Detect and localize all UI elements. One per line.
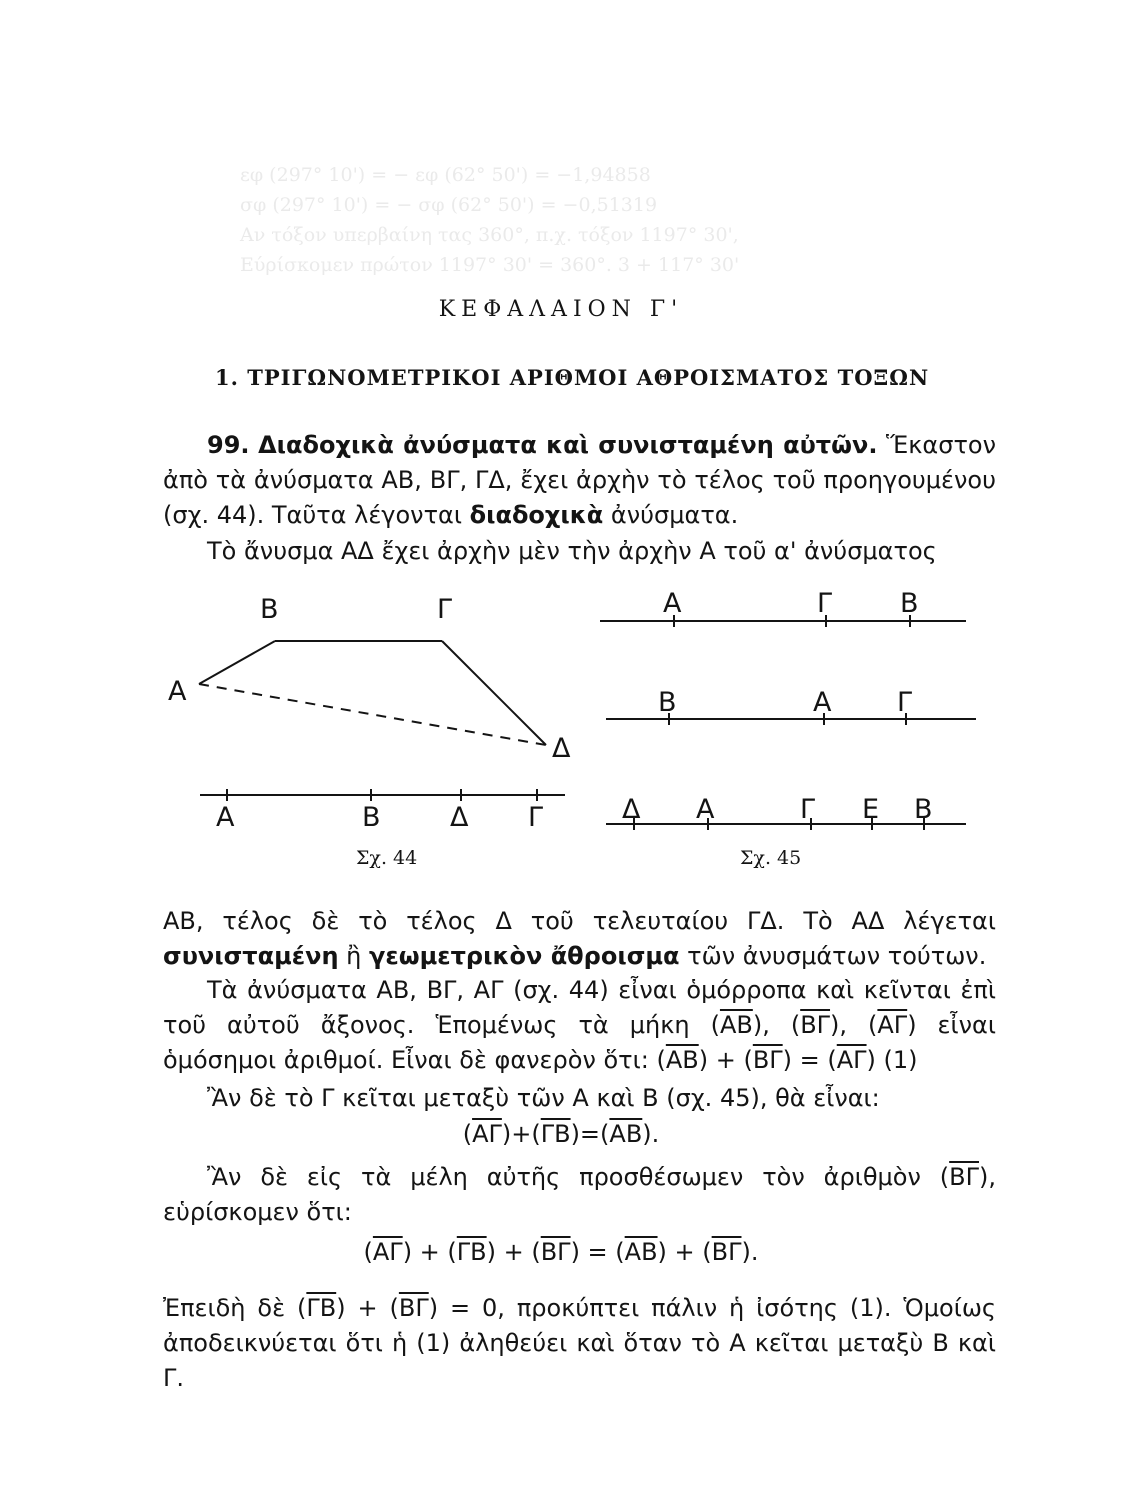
term-resultant: συνισταμένη <box>163 942 339 970</box>
row3-label-d: Δ <box>622 794 641 825</box>
text: Ἕκαστον ἀπὸ τὰ ἀνύσματα ΑΒ, ΒΓ, ΓΔ, ἔχει ἀρχὴν τὸ τέλος τοῦ προηγουμένου (σχ. 44). Ταῦτα λέγονται <box>163 431 996 529</box>
row2-label-b: Β <box>658 687 677 718</box>
paragraph-collinear: Τὰ ἀνύσματα ΑΒ, ΒΓ, ΑΓ (σχ. 44) εἶναι ὁμόρροπα καὶ κεῖνται ἐπὶ τοῦ αὐτοῦ ἄξονος. Ἑπομένως τὰ μήκη $(\overline{AB})$, $(\overline{B\Gamma})$, $(\overline{A\Gamma})$ εἶναι ὁμόσημοι ἀριθμοί. Εἶναι δὲ φανερὸν ὅτι: $(\overline{AB}) + (\overline{B\Gamma}) = (\overline{A\Gamma})$ (1) <box>163 976 996 1074</box>
ghost-line: Αν τόξον υπερβαίνη τας 360°, π.χ. τόξον 1197° 30', <box>240 224 739 246</box>
ghost-line: σφ (297° 10') = − σφ (62° 50') = −0,51319 <box>240 194 658 216</box>
paragraph-resultant: Τὸ ἄνυσμα ΑΔ ἔχει ἀρχὴν μὲν τὴν ἀρχὴν Α τοῦ α' ἀνύσματος <box>207 537 937 565</box>
caption-44: Σχ. 44 <box>356 847 418 869</box>
axis-label-d: Δ <box>450 802 469 833</box>
paragraph-g-between: Ἂν δὲ τὸ Γ κεῖται μεταξὺ τῶν Α καὶ Β (σχ. 45), θὰ εἶναι: <box>207 1084 880 1112</box>
term-geometric-sum: γεωμετρικὸν ἄθροισμα <box>369 942 680 970</box>
row2-label-g: Γ <box>897 687 913 718</box>
row1-label-g: Γ <box>817 588 833 619</box>
text: ἀνύσματα. <box>603 501 739 529</box>
label-d: Δ <box>552 733 571 764</box>
row3-label-b: Β <box>914 794 933 825</box>
figure-45 <box>600 588 976 869</box>
ghost-line: εφ (297° 10') = − εφ (62° 50') = −1,94858 <box>240 164 651 186</box>
vector-gd <box>442 641 546 745</box>
section-number: 99. <box>207 431 250 459</box>
paragraph-conclusion: Ἐπειδὴ δὲ $(\overline{\Gamma B}) + (\overline{B\Gamma}) = 0$, προκύπτει πάλιν ἡ ἰσότης (1). Ὁμοίως ἀποδεικνύεται ὅτι ἡ (1) ἀληθεύει καὶ ὅταν τὸ Α κεῖται μεταξὺ Β καὶ Γ. <box>163 1294 997 1392</box>
axis-label-b: Β <box>362 802 381 833</box>
section-heading: Διαδοχικὰ ἀνύσματα καὶ συνισταμένη αὐτῶν. <box>258 431 878 459</box>
paragraph-add: Ἂν δὲ εἰς τὰ μέλη αὐτῆς προσθέσωμεν τὸν ἀριθμὸν $(\overline{B\Gamma})$, εὑρίσκομεν ὅτι: <box>163 1163 996 1226</box>
term-sequential: διαδοχικὰ <box>469 501 604 529</box>
paragraph-resultant-cont: ΑΒ, τέλος δὲ τὸ τέλος Δ τοῦ τελευταίου ΓΔ. Τὸ ΑΔ λέγεται συνισταμένη ἢ γεωμετρικὸν ἄθροισμα τῶν ἀνυσμάτων τούτων. <box>163 907 996 970</box>
row2-label-a: Α <box>813 687 832 718</box>
row3-label-a: Α <box>696 794 715 825</box>
vector-ab <box>199 641 275 684</box>
equation-1: $(\overline{A\Gamma})+(\overline{\Gamma B})=(\overline{AB})$. <box>462 1120 660 1148</box>
caption-45: Σχ. 45 <box>740 847 802 869</box>
section-title: 1. ΤΡΙΓΩΝΟΜΕΤΡΙΚΟΙ ΑΡΙΘΜΟΙ ΑΘΡΟΙΣΜΑΤΟΣ ΤΟΞΩΝ <box>215 365 930 390</box>
axis-label-g: Γ <box>528 802 544 833</box>
axis-label-a: Α <box>216 802 235 833</box>
row1-label-b: Β <box>900 588 919 619</box>
row1-label-a: Α <box>663 588 682 619</box>
label-g: Γ <box>437 594 453 625</box>
label-a: Α <box>168 676 187 707</box>
figure-44 <box>168 594 571 869</box>
equation-2: $(\overline{A\Gamma}) + (\overline{\Gamma B}) + (\overline{B\Gamma}) = (\overline{AB}) + (\overline{B\Gamma})$. <box>363 1238 759 1266</box>
label-b: Β <box>260 594 279 625</box>
ghost-line: Εύρίσκομεν πρώτον 1197° 30' = 360°. 3 + 117° 30' <box>240 254 740 276</box>
row3-label-g: Γ <box>800 794 816 825</box>
row3-label-e: Ε <box>862 794 880 825</box>
chapter-title: ΚΕΦΑΛΑΙΟΝ Γ' <box>438 297 684 322</box>
